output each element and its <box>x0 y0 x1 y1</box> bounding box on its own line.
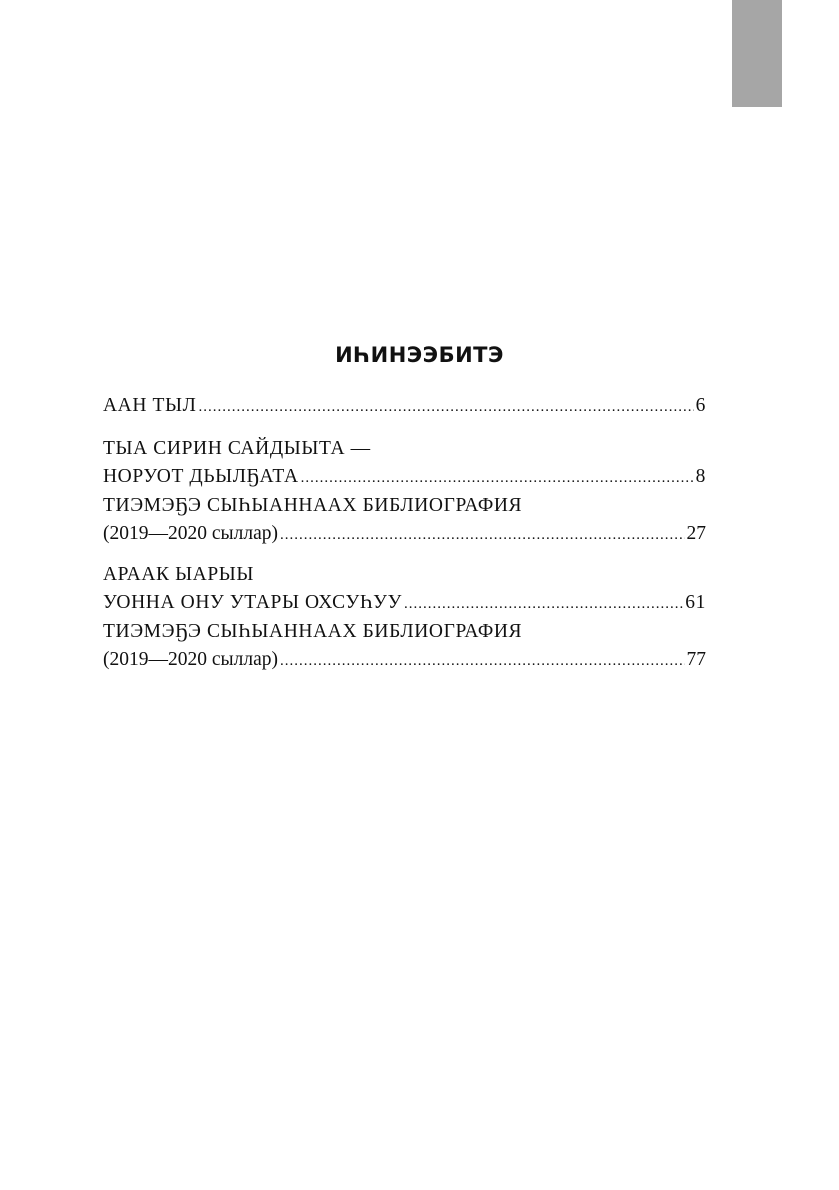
dot-leader <box>280 647 685 675</box>
toc-entry-title-line: ТИЭМЭҔЭ СЫҺЫАННААХ БИБЛИОГРАФИЯ <box>103 495 523 516</box>
toc-entry-title-line: ТИЭМЭҔЭ СЫҺЫАННААХ БИБЛИОГРАФИЯ <box>103 621 523 642</box>
toc-entry-bibliography-1[interactable] <box>103 492 706 549</box>
toc-entry-bibliography-2[interactable] <box>103 618 706 675</box>
toc-entry-title: (2019—2020 сыллар) <box>103 523 278 544</box>
toc-entry-title: (2019—2020 сыллар) <box>103 649 278 670</box>
toc-entry-araak[interactable] <box>103 561 706 618</box>
toc-entry-title: УОННА ОНУ УТАРЫ ОХСУҺУУ <box>103 592 402 613</box>
toc-heading: ИҺИНЭЭБИТЭ <box>335 343 504 367</box>
page-thumb-tab <box>732 0 782 107</box>
toc-page-number: 77 <box>686 649 706 670</box>
toc-entry-title-line: ТЫА СИРИН САЙДЫЫТА — <box>103 438 371 459</box>
dot-leader <box>404 590 683 618</box>
toc-entry-title: ААН ТЫЛ <box>103 395 197 416</box>
dot-leader <box>280 521 685 549</box>
toc-entry-title-line: АРААК ЫАРЫЫ <box>103 564 255 585</box>
toc-page-number: 6 <box>695 395 706 416</box>
toc-page-number: 27 <box>686 523 706 544</box>
toc-page-number: 8 <box>695 466 706 487</box>
toc-entry-title: НОРУОТ ДЬЫЛҔАТА <box>103 466 299 487</box>
table-of-contents <box>103 392 706 675</box>
dot-leader <box>198 393 693 421</box>
toc-page-number: 61 <box>685 592 706 613</box>
toc-entry-aan-tyl[interactable] <box>103 392 706 421</box>
dot-leader <box>301 464 694 492</box>
toc-entry-tya-sirin[interactable] <box>103 435 706 492</box>
